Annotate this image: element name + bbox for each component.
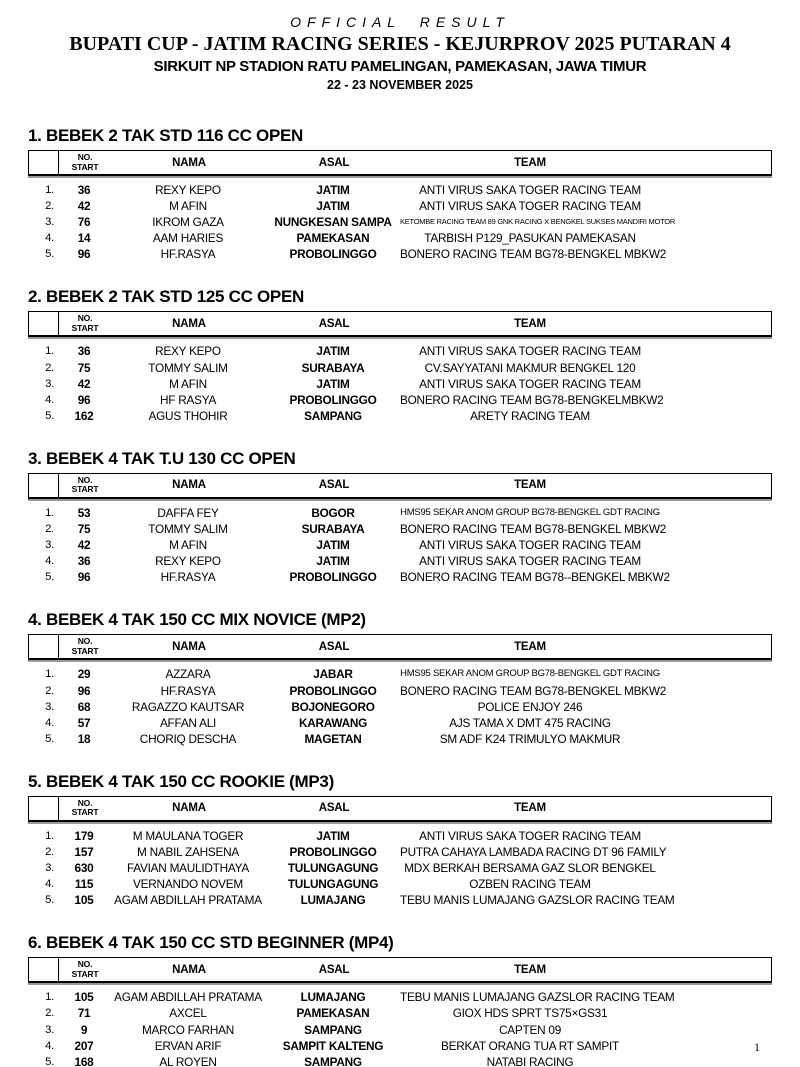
result-row: [28, 683, 772, 699]
rider-team: ARETY RACING TEAM: [470, 408, 590, 423]
table-body: [28, 828, 772, 908]
result-row: [28, 392, 772, 408]
result-row: [28, 860, 772, 876]
rider-name: FAVIAN MAULIDTHAYA: [126, 861, 249, 876]
rider-team: HMS95 SEKAR ANOM GROUP BG78-BENGKEL GDT RACING: [400, 506, 660, 518]
rider-team: TARBISH P129_PASUKAN PAMEKASAN: [424, 231, 636, 246]
result-row: [28, 569, 772, 585]
table-body: [28, 343, 772, 423]
row-position: 4.: [45, 878, 54, 891]
rider-start-number: 42: [77, 538, 91, 553]
column-header-team: TEAM: [514, 156, 546, 169]
class-section: [28, 611, 772, 746]
result-row: [28, 1038, 772, 1054]
rider-start-number: 36: [77, 344, 91, 359]
rider-team: BONERO RACING TEAM BG78-BENGKEL MBKW2: [400, 522, 667, 537]
result-row: [28, 521, 772, 537]
rider-team: BONERO RACING TEAM BG78-BENGKEL MBKW2: [400, 247, 667, 262]
start-label: START: [71, 645, 99, 656]
rider-start-number: 96: [77, 570, 91, 585]
rider-team: CV.SAYYATANI MAKMUR BENGKEL 120: [424, 360, 636, 375]
official-result-label: OFFICIAL RESULT: [290, 14, 510, 30]
rider-start-number: 168: [74, 1054, 94, 1067]
position-column-spacer: [29, 474, 59, 497]
class-title: 4. BEBEK 4 TAK 150 CC MIX NOVICE (MP2): [28, 610, 366, 630]
rider-start-number: 105: [74, 990, 94, 1005]
document-header: [28, 14, 772, 93]
rider-origin: NUNGKESAN SAMPA: [274, 215, 392, 230]
rider-start-number: 57: [77, 715, 91, 730]
rider-origin: JATIM: [316, 183, 350, 197]
rider-origin: MAGETAN: [304, 731, 362, 746]
rider-start-number: 96: [77, 392, 91, 407]
row-position: 1.: [45, 829, 54, 842]
class-title: 6. BEBEK 4 TAK 150 CC STD BEGINNER (MP4): [28, 933, 394, 953]
row-position: 2.: [45, 845, 54, 858]
result-row: [28, 246, 772, 262]
result-row: [28, 343, 772, 359]
rider-start-number: 207: [74, 1038, 94, 1053]
rider-team: BONERO RACING TEAM BG78--BENGKEL MBKW2: [400, 570, 670, 585]
rider-name: DAFFA FEY: [157, 505, 219, 520]
position-column-spacer: [29, 635, 59, 658]
rider-name: MARCO FARHAN: [141, 1022, 235, 1037]
rider-origin: SAMPANG: [304, 1054, 362, 1067]
rider-name: HF RASYA: [159, 392, 217, 407]
rider-team: ANTI VIRUS SAKA TOGER RACING TEAM: [419, 199, 641, 214]
result-row: [28, 376, 772, 392]
column-header-nama: NAMA: [172, 963, 206, 976]
rider-team: HMS95 SEKAR ANOM GROUP BG78-BENGKEL GDT RACING: [400, 668, 660, 680]
row-position: 2.: [45, 361, 54, 374]
rider-name: IKROM GAZA: [152, 215, 224, 230]
rider-origin: JATIM: [316, 554, 350, 569]
no-label: NO.: [77, 313, 93, 324]
rider-start-number: 115: [74, 877, 94, 892]
row-position: 5.: [45, 409, 54, 422]
rider-origin: SAMPANG: [304, 408, 362, 423]
result-row: [28, 876, 772, 892]
result-row: [28, 360, 772, 376]
table-body: [28, 989, 772, 1067]
column-header-team: TEAM: [514, 479, 546, 492]
rider-start-number: 71: [77, 1006, 91, 1021]
row-position: 3.: [45, 1023, 54, 1036]
page-number: 1: [754, 1040, 760, 1054]
row-position: 1.: [45, 506, 54, 519]
column-header-nama: NAMA: [172, 479, 206, 492]
table-header-row: [28, 150, 772, 176]
column-header-asal: ASAL: [318, 479, 350, 492]
rider-team: TEBU MANIS LUMAJANG GAZSLOR RACING TEAM: [400, 990, 675, 1005]
rider-team: ANTI VIRUS SAKA TOGER RACING TEAM: [419, 538, 641, 553]
rider-team: ANTI VIRUS SAKA TOGER RACING TEAM: [419, 344, 641, 359]
rider-start-number: 14: [77, 231, 91, 246]
rider-name: AFFAN ALI: [159, 715, 217, 730]
rider-name: ERVAN ARIF: [154, 1038, 222, 1053]
position-column-spacer: [29, 312, 59, 335]
result-row: [28, 230, 772, 246]
rider-start-number: 42: [77, 199, 91, 214]
rider-start-number: 36: [77, 554, 91, 569]
rider-start-number: 42: [77, 376, 91, 391]
column-header-no-start: [59, 312, 111, 335]
rider-team: ANTI VIRUS SAKA TOGER RACING TEAM: [419, 554, 641, 569]
rider-team: BERKAT ORANG TUA RT SAMPIT: [441, 1038, 619, 1053]
no-label: NO.: [77, 797, 93, 808]
event-title: BUPATI CUP - JATIM RACING SERIES - KEJURPROV 2025 PUTARAN 4: [69, 33, 731, 55]
rider-origin: PAMEKASAN: [296, 231, 370, 246]
class-title: 3. BEBEK 4 TAK T.U 130 CC OPEN: [28, 448, 296, 468]
column-header-asal: ASAL: [318, 640, 350, 653]
row-position: 2.: [45, 684, 54, 697]
rider-origin: TULUNGAGUNG: [287, 861, 379, 876]
rider-origin: PROBOLINGGO: [289, 570, 377, 585]
rider-start-number: 75: [77, 522, 91, 537]
rider-name: M MAULANA TOGER: [132, 828, 244, 843]
rider-origin: BOGOR: [311, 505, 355, 520]
row-position: 4.: [45, 1039, 54, 1052]
column-header-asal: ASAL: [318, 317, 350, 330]
rider-origin: PROBOLINGGO: [289, 844, 377, 859]
rider-team: OZBEN RACING TEAM: [469, 877, 591, 892]
rider-team: KETOMBE RACING TEAM 89 GNK RACING X BENGKEL SUKSES MANDIRI MOTOR: [400, 217, 676, 227]
no-label: NO.: [77, 636, 93, 647]
rider-name: AL ROYEN: [159, 1054, 217, 1067]
rider-start-number: 179: [74, 828, 94, 843]
rider-name: TOMMY SALIM: [148, 360, 228, 375]
result-row: [28, 1022, 772, 1038]
result-row: [28, 408, 772, 424]
result-row: [28, 1005, 772, 1021]
rider-origin: JATIM: [316, 828, 350, 843]
rider-start-number: 29: [77, 667, 91, 682]
class-title: 5. BEBEK 4 TAK 150 CC ROOKIE (MP3): [28, 771, 334, 791]
rider-origin: JATIM: [316, 199, 350, 214]
row-position: 4.: [45, 555, 54, 568]
row-position: 4.: [45, 232, 54, 245]
event-date: 22 - 23 NOVEMBER 2025: [327, 78, 473, 92]
row-position: 3.: [45, 539, 54, 552]
position-column-spacer: [29, 797, 59, 820]
result-row: [28, 731, 772, 747]
row-position: 1.: [45, 991, 54, 1004]
rider-origin: JATIM: [316, 344, 350, 359]
rider-team: ANTI VIRUS SAKA TOGER RACING TEAM: [419, 183, 641, 197]
rider-origin: PROBOLINGGO: [289, 392, 377, 407]
rider-start-number: 68: [77, 699, 91, 714]
table-body: [28, 182, 772, 262]
rider-start-number: 53: [77, 505, 91, 520]
rider-origin: PROBOLINGGO: [289, 683, 377, 698]
column-header-nama: NAMA: [172, 640, 206, 653]
no-label: NO.: [77, 474, 93, 485]
rider-start-number: 157: [74, 844, 94, 859]
rider-name: HF.RASYA: [160, 683, 216, 698]
column-header-no-start: [59, 797, 111, 820]
result-row: [28, 715, 772, 731]
rider-team: TEBU MANIS LUMAJANG GAZSLOR RACING TEAM: [400, 893, 675, 908]
row-position: 1.: [45, 184, 54, 196]
rider-team: PUTRA CAHAYA LAMBADA RACING DT 96 FAMILY: [400, 844, 667, 859]
row-position: 4.: [45, 716, 54, 729]
row-position: 5.: [45, 571, 54, 584]
row-position: 3.: [45, 377, 54, 390]
rider-team: AJS TAMA X DMT 475 RACING: [449, 715, 611, 730]
column-header-nama: NAMA: [172, 317, 206, 330]
column-header-no-start: [59, 474, 111, 497]
start-label: START: [71, 161, 99, 172]
table-header-row: [28, 634, 772, 660]
row-position: 2.: [45, 523, 54, 536]
rider-team: GIOX HDS SPRT TS75×GS31: [452, 1006, 608, 1021]
result-row: [28, 537, 772, 553]
column-header-no-start: [59, 958, 111, 981]
rider-name: RAGAZZO KAUTSAR: [131, 699, 245, 714]
rider-start-number: 18: [77, 731, 91, 746]
result-row: [28, 828, 772, 844]
column-header-team: TEAM: [514, 802, 546, 815]
row-position: 3.: [45, 216, 54, 229]
result-row: [28, 553, 772, 569]
rider-name: M AFIN: [169, 376, 207, 391]
rider-origin: SAMPIT KALTENG: [282, 1038, 384, 1053]
table-header-row: [28, 957, 772, 983]
rider-origin: SURABAYA: [301, 522, 365, 537]
table-body: [28, 666, 772, 746]
result-row: [28, 844, 772, 860]
rider-start-number: 96: [77, 683, 91, 698]
rider-origin: PAMEKASAN: [296, 1006, 370, 1021]
column-header-team: TEAM: [514, 640, 546, 653]
rider-team: NATABI RACING: [486, 1054, 574, 1067]
rider-origin: LUMAJANG: [300, 990, 366, 1005]
rider-name: AGUS THOHIR: [148, 408, 228, 423]
column-header-no-start: [59, 151, 111, 174]
result-row: [28, 1054, 772, 1067]
rider-start-number: 9: [80, 1022, 88, 1037]
column-header-nama: NAMA: [172, 156, 206, 169]
class-section: [28, 127, 772, 262]
rider-start-number: 36: [77, 183, 91, 197]
rider-origin: SAMPANG: [304, 1022, 362, 1037]
column-header-asal: ASAL: [318, 156, 350, 169]
rider-name: M AFIN: [169, 538, 207, 553]
rider-name: REXY KEPO: [155, 554, 221, 569]
rider-start-number: 76: [77, 215, 91, 230]
no-label: NO.: [77, 959, 93, 970]
rider-start-number: 162: [74, 408, 94, 423]
rider-team: ANTI VIRUS SAKA TOGER RACING TEAM: [419, 376, 641, 391]
no-label: NO.: [77, 152, 93, 162]
class-title: 1. BEBEK 2 TAK STD 116 CC OPEN: [28, 126, 304, 145]
rider-start-number: 75: [77, 360, 91, 375]
result-row: [28, 198, 772, 214]
rider-origin: JABAR: [313, 667, 353, 682]
rider-origin: SURABAYA: [301, 360, 365, 375]
column-header-asal: ASAL: [318, 802, 350, 815]
column-header-team: TEAM: [514, 317, 546, 330]
rider-team: CAPTEN 09: [499, 1022, 561, 1037]
result-row: [28, 892, 772, 908]
row-position: 1.: [45, 345, 54, 358]
class-section: [28, 450, 772, 585]
column-header-team: TEAM: [514, 963, 546, 976]
row-position: 3.: [45, 700, 54, 713]
rider-start-number: 630: [74, 861, 94, 876]
rider-team: BONERO RACING TEAM BG78-BENGKEL MBKW2: [400, 683, 667, 698]
result-row: [28, 505, 772, 521]
result-sections: [28, 127, 772, 1067]
class-section: [28, 773, 772, 908]
rider-name: AXCEL: [169, 1006, 207, 1021]
row-position: 5.: [45, 894, 54, 907]
rider-name: M NABIL ZAHSENA: [136, 844, 239, 859]
rider-name: CHORIQ DESCHA: [139, 731, 237, 746]
rider-team: ANTI VIRUS SAKA TOGER RACING TEAM: [419, 828, 641, 843]
rider-team: POLICE ENJOY 246: [477, 699, 583, 714]
rider-team: BONERO RACING TEAM BG78-BENGKELMBKW2: [400, 392, 664, 407]
table-body: [28, 505, 772, 585]
rider-start-number: 105: [74, 893, 94, 908]
row-position: 5.: [45, 1055, 54, 1067]
rider-name: AZZARA: [165, 667, 211, 682]
table-header-row: [28, 311, 772, 337]
rider-name: AGAM ABDILLAH PRATAMA: [114, 893, 262, 908]
row-position: 4.: [45, 393, 54, 406]
rider-team: SM ADF K24 TRIMULYO MAKMUR: [439, 731, 621, 746]
rider-name: TOMMY SALIM: [148, 522, 228, 537]
venue-line: SIRKUIT NP STADION RATU PAMELINGAN, PAMEKASAN, JAWA TIMUR: [153, 58, 647, 75]
row-position: 2.: [45, 200, 54, 213]
rider-origin: PROBOLINGGO: [289, 247, 377, 262]
row-position: 5.: [45, 732, 54, 745]
rider-name: M AFIN: [169, 199, 207, 214]
row-position: 3.: [45, 862, 54, 875]
start-label: START: [71, 484, 99, 495]
rider-name: VERNANDO NOVEM: [133, 877, 243, 892]
rider-origin: LUMAJANG: [300, 893, 366, 908]
start-label: START: [71, 807, 99, 818]
rider-origin: KARAWANG: [298, 715, 368, 730]
class-section: [28, 288, 772, 423]
start-label: START: [71, 322, 99, 333]
column-header-nama: NAMA: [172, 802, 206, 815]
rider-start-number: 96: [77, 247, 91, 262]
table-header-row: [28, 796, 772, 822]
rider-name: HF.RASYA: [160, 570, 216, 585]
row-position: 1.: [45, 668, 54, 681]
rider-origin: JATIM: [316, 376, 350, 391]
result-row: [28, 699, 772, 715]
rider-origin: TULUNGAGUNG: [287, 877, 379, 892]
rider-name: HF.RASYA: [160, 247, 216, 262]
rider-team: MDX BERKAH BERSAMA GAZ SLOR BENGKEL: [404, 861, 656, 876]
row-position: 2.: [45, 1007, 54, 1020]
result-row: [28, 182, 772, 198]
result-row: [28, 666, 772, 682]
table-header-row: [28, 473, 772, 499]
start-label: START: [71, 968, 99, 979]
position-column-spacer: [29, 958, 59, 981]
rider-name: REXY KEPO: [155, 344, 221, 359]
rider-origin: BOJONEGORO: [291, 699, 375, 714]
class-title: 2. BEBEK 2 TAK STD 125 CC OPEN: [28, 287, 304, 307]
rider-name: AGAM ABDILLAH PRATAMA: [114, 990, 262, 1005]
rider-origin: JATIM: [316, 538, 350, 553]
column-header-asal: ASAL: [318, 963, 350, 976]
result-row: [28, 989, 772, 1005]
result-row: [28, 214, 772, 230]
rider-name: REXY KEPO: [155, 183, 221, 197]
row-position: 5.: [45, 248, 54, 261]
rider-name: AAM HARIES: [152, 231, 224, 246]
position-column-spacer: [29, 151, 59, 174]
column-header-no-start: [59, 635, 111, 658]
class-section: [28, 934, 772, 1067]
